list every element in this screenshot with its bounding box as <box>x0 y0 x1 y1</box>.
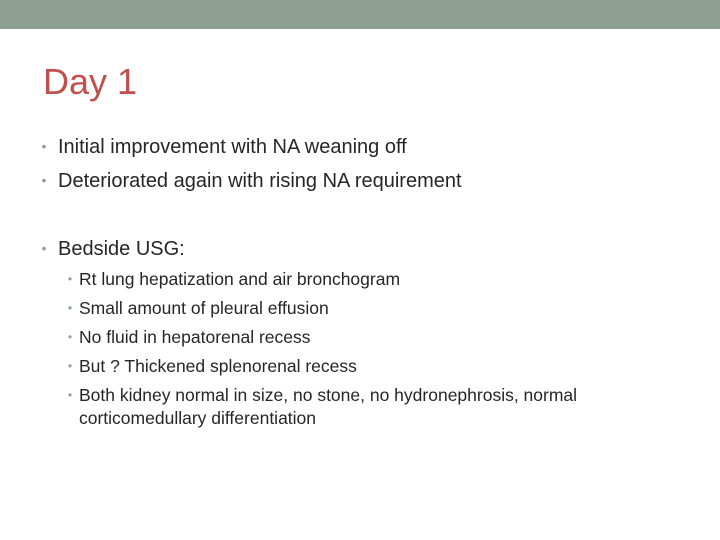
sub-bullet-text: Rt lung hepatization and air bronchogram <box>79 269 401 289</box>
top-accent-band <box>0 0 720 29</box>
slide-title: Day 1 <box>43 61 138 102</box>
sub-bullet-icon: • <box>67 330 73 344</box>
bullet-text: Bedside USG: <box>58 238 185 260</box>
bullet-text: Initial improvement with NA weaning off <box>58 136 407 158</box>
bullet-point <box>30 168 462 193</box>
sub-bullet-text: But ? Thickened splenorenal recess <box>79 356 357 376</box>
bullet-icon: • <box>41 138 47 154</box>
sub-bullet-icon: • <box>67 301 73 315</box>
bullet-point <box>30 134 407 159</box>
sub-bullet-point <box>61 384 681 430</box>
sub-bullet-text: Both kidney normal in size, no stone, no hydronephrosis, normal corticomedullary differentiation <box>79 385 578 428</box>
sub-bullet-text: Small amount of pleural effusion <box>79 298 329 318</box>
sub-bullet-icon: • <box>67 388 73 402</box>
sub-bullet-point <box>61 297 681 320</box>
sub-bullet-point <box>61 326 681 349</box>
bullet-icon: • <box>41 240 47 256</box>
sub-bullet-point <box>61 355 681 378</box>
sub-bullet-icon: • <box>67 359 73 373</box>
bullet-point <box>30 236 185 261</box>
bullet-icon: • <box>41 172 47 188</box>
bullet-text: Deteriorated again with rising NA requirement <box>58 170 462 192</box>
sub-bullet-point <box>61 268 681 291</box>
sub-bullet-text: No fluid in hepatorenal recess <box>79 327 311 347</box>
sub-bullet-icon: • <box>67 272 73 286</box>
